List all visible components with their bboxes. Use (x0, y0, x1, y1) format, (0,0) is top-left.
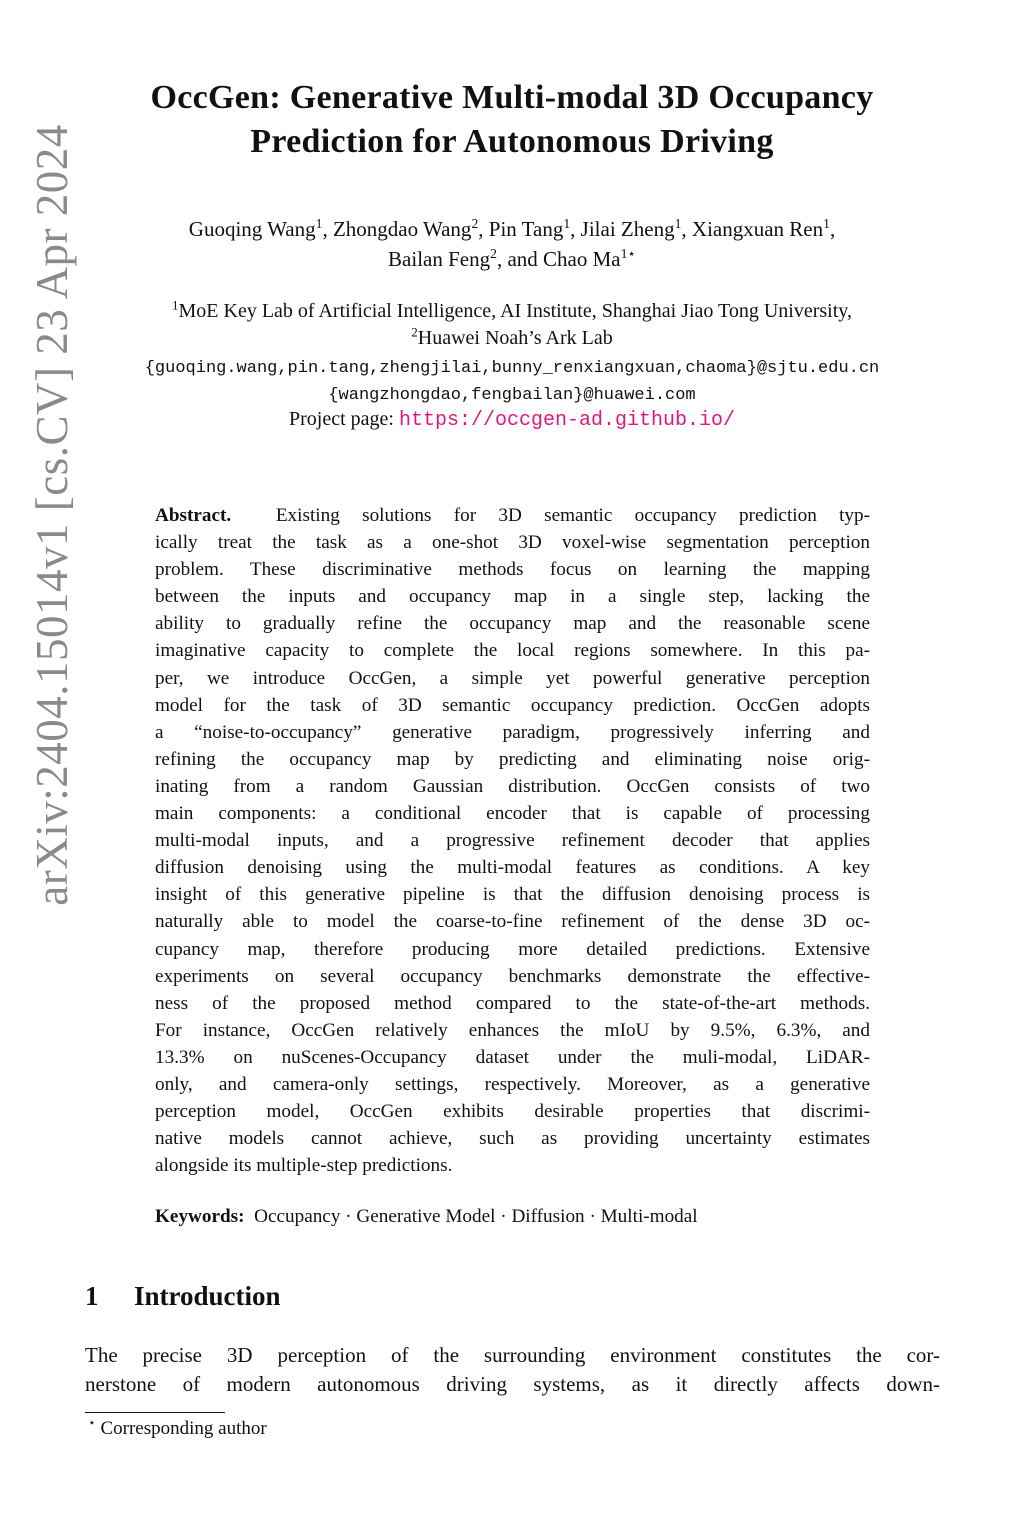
author-affiliation-mark: 1 (823, 216, 830, 231)
abstract-line (155, 583, 870, 610)
abstract-line (155, 610, 870, 637)
emails (0, 355, 1024, 409)
abstract-text: refining the occupancy map by predicting and eliminating noise orig- (155, 748, 870, 770)
abstract-line (155, 800, 870, 827)
abstract-text: insight of this generative pipeline is that the diffusion denoising process is (155, 884, 870, 906)
paper-title (0, 76, 1024, 164)
author-name: Guoqing Wang (188, 217, 316, 241)
abstract-text: per, we introduce OccGen, a simple yet powerful generative perception (155, 667, 870, 689)
abstract-line (155, 1044, 870, 1071)
abstract-text: cupancy map, therefore producing more detailed predictions. Extensive (155, 938, 870, 960)
footnote-text: Corresponding author (100, 1418, 267, 1439)
abstract-text: 13.3% on nuScenes-Occupancy dataset under the muli-modal, LiDAR- (155, 1046, 870, 1068)
title-line-1: OccGen: Generative Multi-modal 3D Occupancy (150, 79, 874, 116)
abstract-text: main components: a conditional encoder that is capable of processing (155, 803, 870, 825)
abstract-line (155, 1125, 870, 1152)
abstract-line (155, 908, 870, 935)
abstract-text: a “noise-to-occupancy” generative paradigm, progressively inferring and (155, 721, 870, 743)
project-page (0, 408, 1024, 432)
abstract-text: model for the task of 3D semantic occupancy prediction. OccGen adopts (155, 694, 870, 716)
affiliation: MoE Key Lab of Artificial Intelligence, AI Institute, Shanghai Jiao Tong University, (178, 300, 852, 322)
abstract-line (155, 665, 870, 692)
arxiv-stamp: arXiv:2404.15014v1 [cs.CV] 23 Apr 2024 (27, 124, 77, 906)
abstract-text: only, and camera-only settings, respectively. Moreover, as a generative (155, 1073, 870, 1095)
abstract-line (155, 637, 870, 664)
separator: , (829, 217, 836, 241)
affiliation: Huawei Noah’s Ark Lab (417, 327, 613, 349)
author-affiliation-mark: 2 (471, 216, 479, 231)
abstract-text: naturally able to model the coarse-to-fine refinement of the dense 3D oc- (155, 911, 870, 933)
section-heading (85, 1281, 281, 1312)
abstract-line (155, 502, 870, 529)
abstract-line (155, 854, 870, 881)
keywords-label: Keywords: (155, 1206, 245, 1227)
author-affiliation-mark: 1 (674, 216, 682, 231)
abstract-text: perception model, OccGen exhibits desirable properties that discrimi- (155, 1101, 870, 1123)
separator: , (570, 217, 581, 241)
abstract-line (155, 692, 870, 719)
abstract-line (155, 936, 870, 963)
abstract-label: Abstract. (155, 505, 232, 526)
abstract-text: alongside its multiple-step predictions. (155, 1155, 453, 1177)
abstract-text: inating from a random Gaussian distribution. OccGen consists of two (155, 775, 870, 797)
email-line: {guoqing.wang,pin.tang,zhengjilai,bunny_renxiangxuan,chaoma}@sjtu.edu.cn (144, 359, 880, 378)
author-name: Jilai Zheng (580, 217, 675, 241)
affiliations (0, 298, 1024, 352)
author-name: Chao Ma (543, 247, 621, 271)
abstract-line (155, 1098, 870, 1125)
abstract-text: diffusion denoising using the multi-modal features as conditions. A key (155, 857, 870, 879)
abstract (155, 502, 870, 1179)
abstract-text: ability to gradually refine the occupancy map and the reasonable scene (155, 613, 870, 635)
affiliation-mark: 1 (172, 297, 179, 313)
author-affiliation-mark: 1⋆ (620, 246, 636, 261)
abstract-line (155, 1017, 870, 1044)
abstract-text: experiments on several occupancy benchmarks demonstrate the effective- (155, 965, 870, 987)
abstract-line (155, 746, 870, 773)
title-line-2: Prediction for Autonomous Driving (250, 123, 774, 160)
abstract-line (155, 773, 870, 800)
section-title: Introduction (134, 1281, 281, 1311)
affiliation-mark: 2 (411, 324, 418, 340)
separator: , and (496, 247, 544, 271)
abstract-line (155, 1071, 870, 1098)
footnote (88, 1415, 267, 1440)
abstract-text: between the inputs and occupancy map in a single step, lacking the (155, 586, 870, 608)
project-page-link[interactable]: https://occgen-ad.github.io/ (398, 409, 736, 432)
intro-paragraph (85, 1341, 940, 1399)
author-list (0, 214, 1024, 274)
abstract-text: For instance, OccGen relatively enhances the mIoU by 9.5%, 6.3%, and (155, 1019, 870, 1041)
author-name: Xiangxuan Ren (691, 217, 824, 241)
keywords-text: Occupancy · Generative Model · Diffusion · Multi-modal (254, 1206, 698, 1227)
abstract-text: native models cannot achieve, such as providing uncertainty estimates (155, 1128, 870, 1150)
body-line: The precise 3D perception of the surrounding environment constitutes the cor- (85, 1343, 940, 1367)
abstract-text: imaginative capacity to complete the local regions somewhere. In this pa- (155, 640, 870, 662)
abstract-text: problem. These discriminative methods focus on learning the mapping (155, 559, 870, 581)
separator: , (322, 217, 333, 241)
footnote-rule (85, 1412, 225, 1413)
separator: , (478, 217, 489, 241)
abstract-line (155, 990, 870, 1017)
abstract-text: ness of the proposed method compared to the state-of-the-art methods. (155, 992, 870, 1014)
abstract-line (155, 529, 870, 556)
abstract-text: Existing solutions for 3D semantic occupancy prediction typ- (275, 505, 871, 526)
abstract-text: multi-modal inputs, and a progressive refinement decoder that applies (155, 830, 870, 852)
author-affiliation-mark: 1 (563, 216, 571, 231)
abstract-line (155, 1152, 870, 1179)
author-affiliation-mark: 2 (490, 246, 497, 261)
abstract-line (155, 963, 870, 990)
abstract-line (155, 881, 870, 908)
abstract-line (155, 556, 870, 583)
abstract-line (155, 827, 870, 854)
author-affiliation-mark: 1 (315, 216, 323, 231)
section-number: 1 (85, 1281, 99, 1311)
abstract-line (155, 719, 870, 746)
author-name: Zhongdao Wang (332, 217, 472, 241)
author-name: Bailan Feng (388, 247, 491, 271)
project-page-label: Project page: (288, 408, 399, 430)
body-line: nerstone of modern autonomous driving systems, as it directly affects down- (85, 1372, 940, 1396)
keywords (155, 1206, 698, 1228)
author-name: Pin Tang (488, 217, 564, 241)
separator: , (681, 217, 692, 241)
abstract-text: ically treat the task as a one-shot 3D voxel-wise segmentation perception (155, 532, 870, 554)
footnote-mark: ⋆ (88, 1415, 96, 1430)
email-line: {wangzhongdao,fengbailan}@huawei.com (328, 386, 696, 405)
